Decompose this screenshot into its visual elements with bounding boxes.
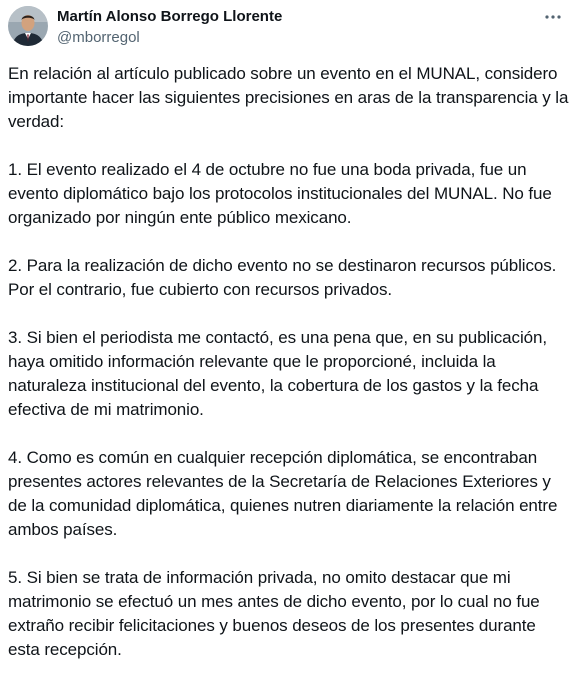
author-display-name[interactable]: Martín Alonso Borrego Llorente: [57, 8, 283, 25]
more-options-button[interactable]: [538, 4, 568, 30]
more-horizontal-icon: [543, 7, 563, 27]
tweet-paragraph-5: 5. Si bien se trata de información privada, no omito destacar que mi matrimonio se efectuó un mes antes de dicho evento, por lo cual no fue extraño recibir felicitaciones y buenos deseos de los presentes durante esta recepción.: [8, 568, 540, 659]
tweet-text: [8, 62, 570, 686]
tweet-paragraph-3: 3. Si bien el periodista me contactó, es una pena que, en su publicación, haya omitido información relevante que le proporcioné, incluida la naturaleza institucional del evento, la cobertura de los gastos y la fecha efectiva de mi matrimonio.: [8, 328, 547, 419]
tweet-paragraph-1: 1. El evento realizado el 4 de octubre no fue una boda privada, fue un evento diplomático bajo los protocolos institucionales del MUNAL. No fue organizado por ningún ente público mexicano.: [8, 160, 552, 227]
avatar-photo: [8, 6, 48, 46]
tweet-paragraph-intro: En relación al artículo publicado sobre un evento en el MUNAL, considero importante hacer las siguientes precisiones en aras de la transparencia y la verdad:: [8, 64, 569, 131]
author-info: [57, 7, 282, 48]
tweet-paragraph-4: 4. Como es común en cualquier recepción diplomática, se encontraban presentes actores relevantes de la Secretaría de Relaciones Exteriores y de la comunidad diplomática, quienes nutren diariamente la relación entre ambos países.: [8, 448, 558, 539]
tweet-paragraph-2: 2. Para la realización de dicho evento no se destinaron recursos públicos. Por el contrario, fue cubierto con recursos privados.: [8, 256, 557, 299]
author-handle[interactable]: @mborregol: [57, 29, 140, 46]
author-avatar[interactable]: [8, 6, 48, 46]
